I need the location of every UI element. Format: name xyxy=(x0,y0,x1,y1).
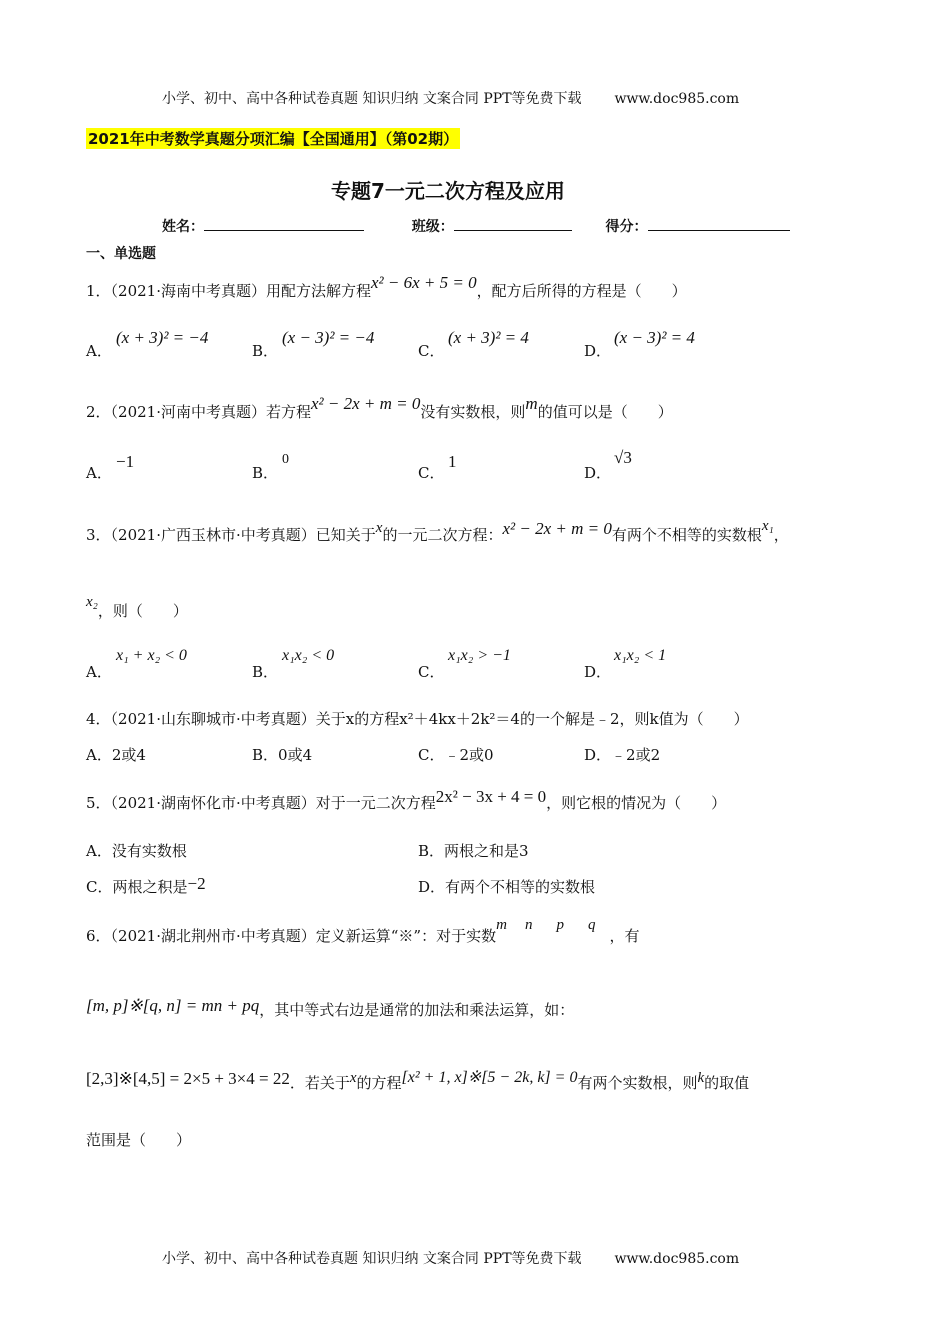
question-6-line2 xyxy=(86,996,575,1020)
name-label: 姓名： xyxy=(162,219,204,235)
footer-url[interactable]: www.doc985.com xyxy=(614,1251,740,1267)
q5-option-a[interactable]: A．没有实数根 xyxy=(86,842,187,860)
q6-line2-suffix: ，其中等式右边是通常的加法和乘法运算，如： xyxy=(259,1001,575,1019)
q6-equation: [x² + 1, x]※[5 − 2k, k] = 0 xyxy=(401,1069,578,1086)
q2-prefix: 2．（2021·河南中考真题）若方程 xyxy=(86,403,311,421)
q1-suffix: ，配方后所得的方程是（ ） xyxy=(476,282,687,300)
page-header xyxy=(162,88,739,108)
question-6 xyxy=(86,917,640,946)
q3-suffix: ，则（ ） xyxy=(97,602,188,620)
q2-option-c-math: 1 xyxy=(448,452,457,471)
q1-option-a[interactable]: A． xyxy=(86,342,112,360)
q6-var-k: k xyxy=(697,1070,705,1086)
question-6-line4: 范围是（ ） xyxy=(86,1131,192,1149)
q3-comma: ， xyxy=(773,526,789,544)
q5-option-c-math: −2 xyxy=(187,874,206,893)
q1-option-d-math: (x − 3)² = 4 xyxy=(614,328,695,347)
q6-line3-suffix: 的取值 xyxy=(704,1074,750,1092)
q3-option-c[interactable]: C． xyxy=(418,663,445,681)
class-label: 班级： xyxy=(411,219,454,235)
question-3 xyxy=(86,518,789,545)
q3-option-c-math: x₁x₂ > −1 xyxy=(448,647,511,664)
q1-option-c-math: (x + 3)² = 4 xyxy=(448,328,529,347)
question-5 xyxy=(86,787,727,813)
q2-var: m xyxy=(525,394,538,413)
q2-mid: 没有实数根，则 xyxy=(420,403,526,421)
q3-option-d-math: x₁x₂ < 1 xyxy=(614,647,667,664)
question-4: 4．（2021·山东聊城市·中考真题）关于x的方程x²＋4kx＋2k²＝4的一个解是﹣2，则k值为（ ） xyxy=(86,710,749,728)
q2-equation: x² − 2x + m = 0 xyxy=(311,394,421,413)
name-blank[interactable] xyxy=(204,216,364,231)
q4-option-b[interactable]: B．0或4 xyxy=(252,746,313,764)
q3-root1: x₁ xyxy=(761,518,774,534)
q1-option-b-math: (x − 3)² = −4 xyxy=(282,328,375,347)
q1-option-a-math: (x + 3)² = −4 xyxy=(116,328,209,347)
q1-option-c[interactable]: C． xyxy=(418,342,445,360)
q1-option-b[interactable]: B． xyxy=(252,342,279,360)
score-blank[interactable] xyxy=(648,216,790,231)
q2-option-d[interactable]: D． xyxy=(584,464,612,482)
student-info-row xyxy=(162,216,790,236)
q6-var-p: p xyxy=(556,917,564,933)
q6-line3-mid3: 有两个实数根，则 xyxy=(577,1074,698,1092)
q3-prefix: 3．（2021·广西玉林市·中考真题）已知关于 xyxy=(86,526,376,544)
q2-suffix: 的值可以是（ ） xyxy=(537,403,673,421)
q4-option-d[interactable]: D．﹣2或2 xyxy=(584,746,661,764)
q3-option-a-math: x₁ + x₂ < 0 xyxy=(116,647,187,664)
q6-example: [2,3]※[4,5] = 2×5 + 3×4 = 22 xyxy=(86,1069,290,1088)
question-1 xyxy=(86,273,687,301)
q2-option-a-math: −1 xyxy=(116,452,135,471)
q3-mid: 的一元二次方程： xyxy=(382,526,503,544)
q5-option-b[interactable]: B．两根之和是3 xyxy=(418,842,529,860)
q3-option-b[interactable]: B． xyxy=(252,663,279,681)
q2-option-b[interactable]: B． xyxy=(252,464,279,482)
question-3-line2 xyxy=(86,594,188,621)
q6-line1-prefix: 6．（2021·湖北荆州市·中考真题）定义新运算“※”：对于实数 xyxy=(86,927,497,945)
q6-var-q: q xyxy=(587,917,596,933)
q6-var-x: x xyxy=(349,1070,357,1086)
q6-definition: [m, p]※[q, n] = mn + pq xyxy=(86,996,260,1015)
q5-suffix: ，则它根的情况为（ ） xyxy=(546,794,727,812)
q2-option-a[interactable]: A． xyxy=(86,464,112,482)
q6-var-n: n xyxy=(524,917,533,933)
question-6-line3 xyxy=(86,1069,750,1093)
q6-var-m: m xyxy=(496,917,507,933)
q3-root2: x₂ xyxy=(86,594,98,610)
q5-equation: 2x² − 3x + 4 = 0 xyxy=(435,787,547,806)
q3-option-a[interactable]: A． xyxy=(86,663,112,681)
q1-option-d[interactable]: D． xyxy=(584,342,612,360)
header-text: 小学、初中、高中各种试卷真题 知识归纳 文案合同 PPT等免费下载 xyxy=(162,91,582,107)
series-banner: 2021年中考数学真题分项汇编【全国通用】（第02期） xyxy=(88,130,459,148)
q2-option-d-math: √3 xyxy=(614,448,632,467)
q3-option-d[interactable]: D． xyxy=(584,663,612,681)
q3-option-b-math: x₁x₂ < 0 xyxy=(282,647,335,664)
q4-option-a[interactable]: A．2或4 xyxy=(86,746,146,764)
q5-option-c[interactable]: C．两根之积是−2 xyxy=(86,874,206,896)
q1-prefix: 1．（2021·海南中考真题）用配方法解方程 xyxy=(86,282,371,300)
question-2 xyxy=(86,394,673,422)
page-footer xyxy=(162,1248,739,1268)
q6-line1-suffix: ，有 xyxy=(609,927,640,945)
footer-text: 小学、初中、高中各种试卷真题 知识归纳 文案合同 PPT等免费下载 xyxy=(162,1251,582,1267)
class-blank[interactable] xyxy=(454,216,572,231)
q1-equation: x² − 6x + 5 = 0 xyxy=(371,273,477,292)
q3-equation: x² − 2x + m = 0 xyxy=(502,519,612,538)
section-heading: 一、单选题 xyxy=(86,246,156,262)
q3-mid2: 有两个不相等的实数根 xyxy=(611,526,762,544)
q3-var: x xyxy=(375,520,383,536)
header-url[interactable]: www.doc985.com xyxy=(614,91,740,107)
q2-option-c[interactable]: C． xyxy=(418,464,445,482)
q6-line3-mid2: 的方程 xyxy=(356,1074,402,1092)
q6-line3-mid: ．若关于 xyxy=(289,1074,350,1092)
score-label: 得分： xyxy=(605,219,648,235)
q5-option-d[interactable]: D．有两个不相等的实数根 xyxy=(418,878,596,896)
q2-option-b-math: 0 xyxy=(282,452,289,467)
page-title: 专题7一元二次方程及应用 xyxy=(331,179,565,203)
q4-option-c[interactable]: C．﹣2或0 xyxy=(418,746,494,764)
q5-prefix: 5．（2021·湖南怀化市·中考真题）对于一元二次方程 xyxy=(86,794,436,812)
